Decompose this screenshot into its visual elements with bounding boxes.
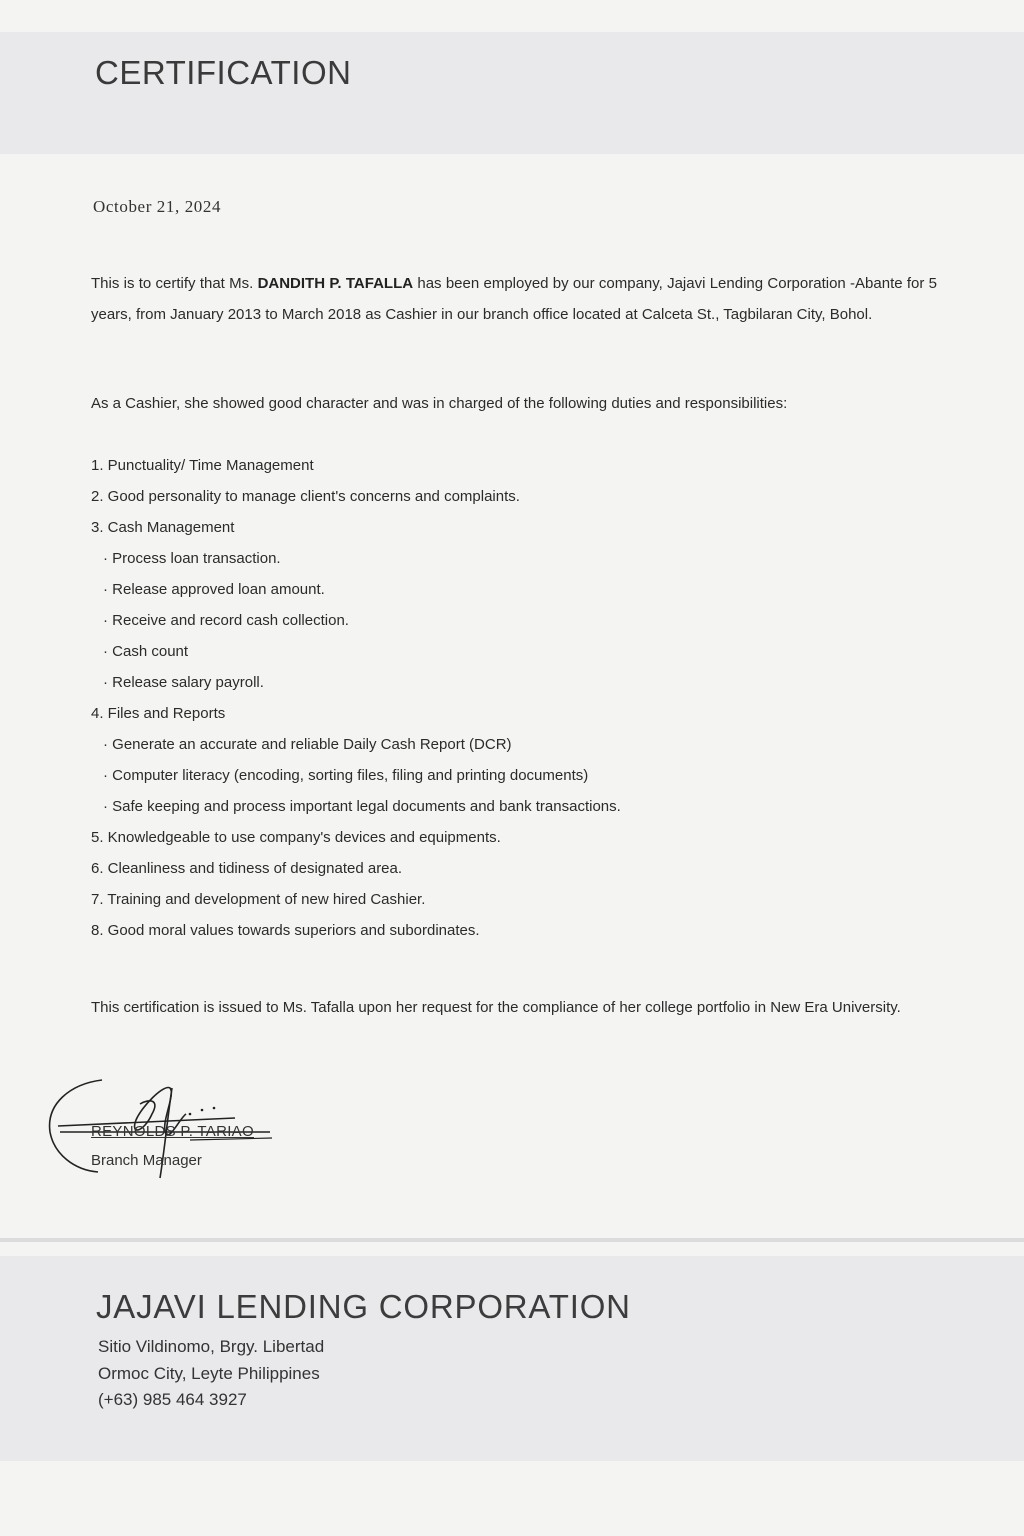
duties-intro-paragraph: As a Cashier, she showed good character and was in charged of the following duties and responsibilities: [91, 395, 788, 412]
company-name: JAJAVI LENDING CORPORATION [96, 1288, 631, 1325]
duty-subitem: · Release approved loan amount. [103, 581, 325, 598]
intro-paragraph [91, 268, 937, 330]
duty-item: 8. Good moral values towards superiors and subordinates. [91, 922, 480, 939]
duty-subitem: · Cash count [103, 643, 189, 660]
duty-subitem: · Safe keeping and process important legal documents and bank transactions. [103, 798, 621, 815]
footer-divider [0, 1238, 1024, 1242]
intro-text-before: This is to certify that Ms. [91, 275, 258, 292]
duty-item: 3. Cash Management [91, 519, 235, 536]
duty-item: 6. Cleanliness and tidiness of designated area. [91, 860, 403, 877]
closing-paragraph: This certification is issued to Ms. Tafalla upon her request for the compliance of her college portfolio in New Era University. [91, 999, 901, 1016]
duty-item: 1. Punctuality/ Time Management [91, 457, 314, 474]
intro-text-after: has been employed by our company, Jajavi Lending Corporation -Abante for 5 years, from January 2013 to March 2018 as Cashier in our branch office located at Calceta St., Tagbilaran City, Bohol. [91, 275, 937, 323]
duty-item: 5. Knowledgeable to use company's devices and equipments. [91, 829, 501, 846]
header-band [0, 32, 1024, 154]
duty-subitem: · Release salary payroll. [103, 674, 264, 691]
document-date: October 21, 2024 [93, 197, 222, 216]
company-address-line2: Ormoc City, Leyte Philippines [98, 1364, 320, 1383]
duty-subitem: · Computer literacy (encoding, sorting files, filing and printing documents) [103, 767, 589, 784]
signatory-title: Branch Manager [91, 1152, 202, 1169]
duty-subitem: · Receive and record cash collection. [103, 612, 349, 629]
signature-block [40, 1074, 300, 1184]
duty-item: 7. Training and development of new hired Cashier. [91, 891, 426, 908]
company-phone: (+63) 985 464 3927 [98, 1390, 247, 1409]
company-address-line1: Sitio Vildinomo, Brgy. Libertad [98, 1337, 325, 1356]
duty-subitem: · Generate an accurate and reliable Daily Cash Report (DCR) [103, 736, 512, 753]
duties-list [91, 454, 937, 950]
employee-name: DANDITH P. TAFALLA [257, 275, 414, 292]
signatory-name: REYNOLDS P. TARIAO [91, 1123, 254, 1140]
document-title: CERTIFICATION [95, 54, 352, 91]
duty-subitem: · Process loan transaction. [103, 550, 281, 567]
footer-band [0, 1256, 1024, 1461]
duty-item: 2. Good personality to manage client's concerns and complaints. [91, 488, 520, 505]
duty-item: 4. Files and Reports [91, 705, 226, 722]
